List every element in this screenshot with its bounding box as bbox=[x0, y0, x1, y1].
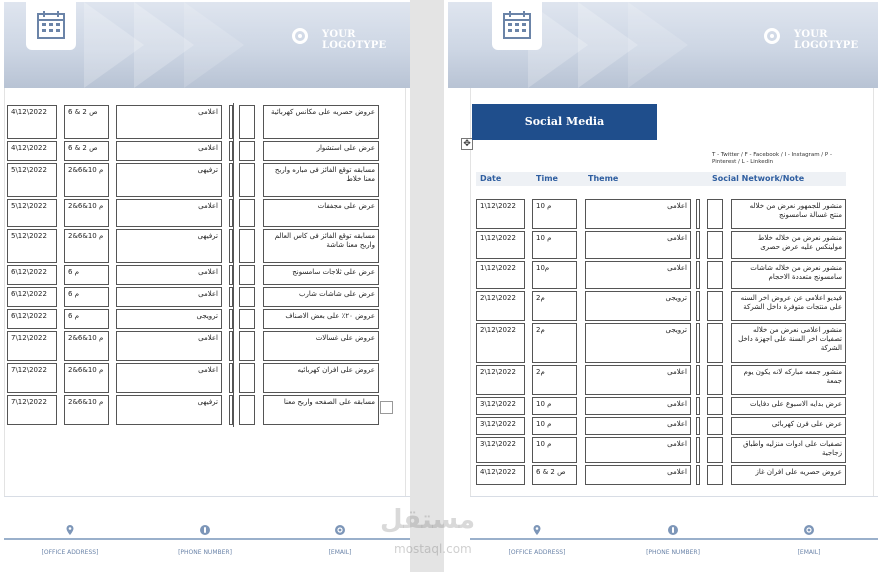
table-cell-date: 4\12\2022 bbox=[7, 141, 57, 161]
brand-ring-icon bbox=[764, 28, 780, 44]
table-cell-content: عرض على مجففات bbox=[263, 199, 379, 227]
footer-address-text: [OFFICE ADDRESS] bbox=[508, 549, 566, 556]
table-cell-blank bbox=[707, 261, 723, 289]
table-cell-date: 2\12\2022 bbox=[476, 365, 525, 395]
table-cell-date: 7\12\2022 bbox=[7, 331, 57, 361]
document-page-2 bbox=[444, 0, 878, 572]
watermark-url: mostaql.com bbox=[394, 542, 472, 556]
table-cell-time: م2 bbox=[532, 323, 577, 363]
table-cell-content: عرض على استشوار bbox=[263, 141, 379, 161]
footer-address-text: [OFFICE ADDRESS] bbox=[41, 549, 99, 556]
table-cell-blank bbox=[707, 417, 723, 435]
document-page-1 bbox=[0, 0, 410, 572]
table-cell-content: عرض على شاشات شارب bbox=[263, 287, 379, 307]
table-cell-blank bbox=[239, 141, 255, 161]
location-pin-icon bbox=[65, 525, 75, 535]
table-cell-date: 3\12\2022 bbox=[476, 417, 525, 435]
page-header bbox=[448, 2, 878, 88]
phone-icon bbox=[200, 525, 210, 535]
table-cell-blank bbox=[696, 397, 700, 415]
table-cell-date: 6\12\2022 bbox=[7, 287, 57, 307]
table-cell-time: م 10 bbox=[532, 417, 577, 435]
table-cell-date: 1\12\2022 bbox=[476, 199, 525, 229]
table-cell-blank bbox=[696, 199, 700, 229]
footer-phone-text: [PHONE NUMBER] bbox=[646, 549, 700, 556]
table-cell-time: 2&6&10 م bbox=[64, 363, 109, 393]
table-cell-date: 6\12\2022 bbox=[7, 265, 57, 285]
email-icon bbox=[335, 525, 345, 535]
table-cell-content: منشور نعرض من خلاله شاشات سامسونج متعددة الاحجام bbox=[731, 261, 846, 289]
table-cell-blank bbox=[239, 105, 255, 139]
footer-top-line bbox=[4, 496, 410, 497]
social-media-title: Social Media bbox=[472, 104, 657, 140]
table-cell-time: ص 2 & 6 bbox=[64, 105, 109, 139]
table-cell-theme: اعلامى bbox=[585, 417, 691, 435]
table-cell-theme: اعلامى bbox=[585, 465, 691, 485]
table-cell-time: م 10 bbox=[532, 397, 577, 415]
table-cell-blank bbox=[707, 323, 723, 363]
table-cell-theme: ترويجى bbox=[116, 309, 222, 329]
table-cell-theme: اعلامى bbox=[585, 199, 691, 229]
table-cell-date: 1\12\2022 bbox=[476, 231, 525, 259]
table-cell-content: مسابقه توقع الفائز فى مباره واربح معنا خلاط bbox=[263, 163, 379, 197]
table-cell-date: 5\12\2022 bbox=[7, 199, 57, 227]
table-cell-date: 4\12\2022 bbox=[476, 465, 525, 485]
table-cell-blank bbox=[239, 309, 255, 329]
table-cell-date: 3\12\2022 bbox=[476, 437, 525, 463]
table-cell-content: منشور للجمهور نعرض من خلاله منتج غسالة سامسونج bbox=[731, 199, 846, 229]
table-cell-theme: ترويجى bbox=[585, 291, 691, 321]
header-date: Date bbox=[480, 174, 502, 183]
footer-top-line bbox=[470, 496, 878, 497]
table-cell-time: م2 bbox=[532, 365, 577, 395]
table-cell-blank bbox=[707, 231, 723, 259]
table-cell-blank bbox=[239, 199, 255, 227]
table-cell-blank bbox=[696, 465, 700, 485]
table-cell-content: عرض على ثلاجات سامسونج bbox=[263, 265, 379, 285]
table-cell-theme: ترفيهى bbox=[116, 395, 222, 425]
footer-email bbox=[764, 525, 854, 556]
table-cell-time: م 6 bbox=[64, 265, 109, 285]
table-cell-content: عروض على افران كهربائيه bbox=[263, 363, 379, 393]
table-cell-content: عروض حصريه على مكانس كهربائية bbox=[263, 105, 379, 139]
footer-address bbox=[492, 525, 582, 556]
table-cell-theme: اعلامى bbox=[116, 265, 222, 285]
table-resize-handle[interactable] bbox=[380, 401, 393, 414]
calendar-icon bbox=[36, 10, 66, 40]
table-cell-date: 7\12\2022 bbox=[7, 363, 57, 393]
table-cell-blank bbox=[239, 287, 255, 307]
table-cell-blank bbox=[239, 363, 255, 393]
brand-logotype: YOUR LOGOTYPE bbox=[322, 29, 387, 51]
phone-icon bbox=[668, 525, 678, 535]
table-cell-content: مسابقه توقع الفائز فى كاس العالم واربح معنا شاشة bbox=[263, 229, 379, 263]
table-cell-blank bbox=[707, 291, 723, 321]
footer-line bbox=[4, 538, 410, 540]
watermark: مستقل bbox=[380, 505, 476, 535]
table-cell-blank bbox=[696, 291, 700, 321]
table-cell-theme: اعلامى bbox=[585, 397, 691, 415]
table-cell-time: م 10 bbox=[532, 231, 577, 259]
table-cell-time: 2&6&10 م bbox=[64, 395, 109, 425]
table-cell-content: عروض على غسالات bbox=[263, 331, 379, 361]
table-cell-theme: اعلامى bbox=[116, 105, 222, 139]
footer-address bbox=[25, 525, 115, 556]
table-cell-theme: اعلامى bbox=[116, 141, 222, 161]
logo-badge bbox=[492, 2, 542, 50]
table-cell-time: ص 2 & 6 bbox=[532, 465, 577, 485]
footer-email-text: [EMAIL] bbox=[797, 549, 821, 556]
table-cell-blank bbox=[707, 199, 723, 229]
email-icon bbox=[804, 525, 814, 535]
table-cell-time: م 10 bbox=[532, 199, 577, 229]
table-cell-date: 5\12\2022 bbox=[7, 229, 57, 263]
table-cell-content: تصفيات على ادوات منزليه واطباق زجاجية bbox=[731, 437, 846, 463]
footer-phone bbox=[628, 525, 718, 556]
table-cell-blank bbox=[239, 265, 255, 285]
header-network: Social Network/Note bbox=[712, 174, 805, 183]
table-cell-date: 2\12\2022 bbox=[476, 291, 525, 321]
table-cell-time: 10م bbox=[532, 261, 577, 289]
table-cell-time: 2&6&10 م bbox=[64, 199, 109, 227]
header-time: Time bbox=[536, 174, 558, 183]
table-cell-theme: اعلامى bbox=[585, 261, 691, 289]
network-legend: T - Twitter / F - Facebook / I - Instagram / P - Pinterest / L - Linkedin bbox=[712, 152, 832, 165]
table-cell-blank bbox=[696, 437, 700, 463]
footer-line bbox=[470, 538, 878, 540]
column-separator bbox=[233, 103, 234, 427]
table-cell-blank bbox=[239, 395, 255, 425]
table-cell-theme: ترويجى bbox=[585, 323, 691, 363]
table-cell-time: 2&6&10 م bbox=[64, 163, 109, 197]
table-cell-content: فيديو اعلامى عن عروض اخر السنه على منتجات متوفرة داخل الشركة bbox=[731, 291, 846, 321]
table-cell-content: مسابقه على الصفحه واربح معنا bbox=[263, 395, 379, 425]
table-cell-blank bbox=[696, 261, 700, 289]
table-cell-theme: اعلامى bbox=[116, 363, 222, 393]
footer-email bbox=[295, 525, 385, 556]
calendar-icon bbox=[502, 10, 532, 40]
table-cell-date: 5\12\2022 bbox=[7, 163, 57, 197]
footer-email-text: [EMAIL] bbox=[328, 549, 352, 556]
table-cell-time: 2&6&10 م bbox=[64, 331, 109, 361]
table-cell-date: 2\12\2022 bbox=[476, 323, 525, 363]
table-cell-time: 2&6&10 م bbox=[64, 229, 109, 263]
table-cell-content: عروض حصريه على افران غاز bbox=[731, 465, 846, 485]
table-cell-blank bbox=[696, 231, 700, 259]
footer-phone-text: [PHONE NUMBER] bbox=[178, 549, 232, 556]
table-cell-content: عروض ٢٠٪ على بعض الاصناف bbox=[263, 309, 379, 329]
table-cell-content: عرض على فرن كهربائى bbox=[731, 417, 846, 435]
table-cell-time: م 6 bbox=[64, 309, 109, 329]
table-cell-date: 4\12\2022 bbox=[7, 105, 57, 139]
table-cell-blank bbox=[707, 465, 723, 485]
table-cell-blank bbox=[696, 417, 700, 435]
brand-logotype: YOUR LOGOTYPE bbox=[794, 29, 859, 51]
header-theme: Theme bbox=[588, 174, 619, 183]
table-move-handle-icon[interactable]: ✥ bbox=[461, 138, 473, 150]
table-cell-date: 7\12\2022 bbox=[7, 395, 57, 425]
table-cell-date: 1\12\2022 bbox=[476, 261, 525, 289]
table-cell-blank bbox=[696, 323, 700, 363]
table-cell-time: م 10 bbox=[532, 437, 577, 463]
table-cell-content: منشور اعلامى نعرض من خلاله تصفيات اخر السنة على اجهزة داخل الشركة bbox=[731, 323, 846, 363]
table-cell-theme: ترفيهى bbox=[116, 163, 222, 197]
table-cell-theme: ترفيهى bbox=[116, 229, 222, 263]
table-cell-blank bbox=[239, 331, 255, 361]
table-cell-time: ص 2 & 6 bbox=[64, 141, 109, 161]
logo-badge bbox=[26, 2, 76, 50]
table-cell-blank bbox=[707, 437, 723, 463]
location-pin-icon bbox=[532, 525, 542, 535]
table-cell-blank bbox=[707, 365, 723, 395]
table-cell-date: 6\12\2022 bbox=[7, 309, 57, 329]
table-cell-blank bbox=[696, 365, 700, 395]
table-cell-content: منشور جمعه مباركه لانه يكون يوم جمعة bbox=[731, 365, 846, 395]
footer-phone bbox=[160, 525, 250, 556]
table-cell-date: 3\12\2022 bbox=[476, 397, 525, 415]
table-cell-content: عرض بدايه الاسبوع على دفايات bbox=[731, 397, 846, 415]
table-cell-time: م2 bbox=[532, 291, 577, 321]
table-cell-theme: اعلامى bbox=[585, 437, 691, 463]
table-cell-content: منشور نعرض من خلاله خلاط مولينكس عليه عرض حصرى bbox=[731, 231, 846, 259]
table-cell-blank bbox=[707, 397, 723, 415]
page-gap bbox=[410, 0, 444, 572]
table-cell-theme: اعلامى bbox=[116, 287, 222, 307]
page-header bbox=[4, 2, 410, 88]
table-cell-time: م 6 bbox=[64, 287, 109, 307]
brand-ring-icon bbox=[292, 28, 308, 44]
table-cell-theme: اعلامى bbox=[585, 365, 691, 395]
column-header-row bbox=[476, 172, 846, 186]
table-cell-blank bbox=[239, 229, 255, 263]
table-cell-blank bbox=[239, 163, 255, 197]
table-cell-theme: اعلامى bbox=[116, 199, 222, 227]
table-cell-theme: اعلامى bbox=[585, 231, 691, 259]
table-cell-theme: اعلامى bbox=[116, 331, 222, 361]
